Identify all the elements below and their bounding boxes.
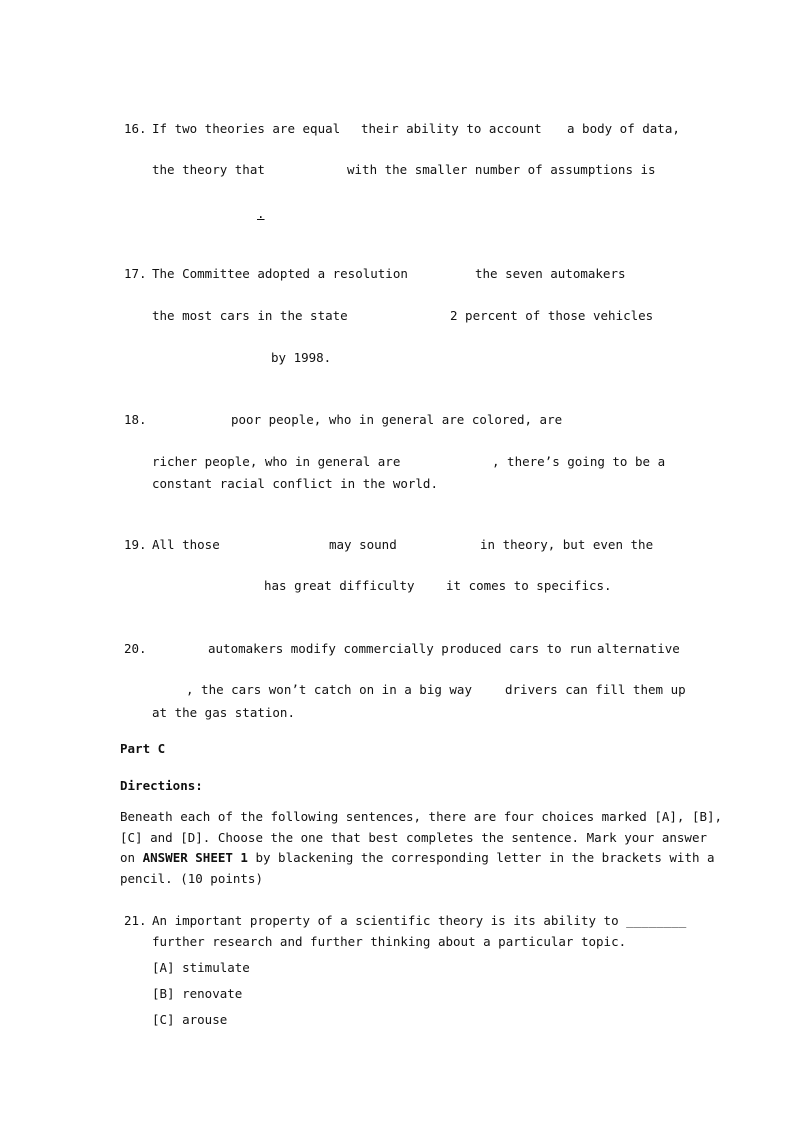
question-20-text: automakers modify commercially produced cars to run (208, 641, 592, 656)
question-16-text: If two theories are equal (152, 121, 341, 136)
question-16-blank: . (257, 206, 265, 221)
part-c-heading: Part C (120, 741, 166, 756)
question-16-text: their ability to account (361, 121, 542, 136)
question-16-text: a body of data, (567, 121, 680, 136)
question-17-text: by 1998. (271, 350, 332, 365)
question-18-text: richer people, who in general are (152, 454, 401, 469)
question-21-text: An important property of a scientific theory is its ability to ________ (152, 913, 687, 928)
question-18-text: poor people, who in general are colored, are (231, 412, 563, 427)
question-18-text: constant racial conflict in the world. (152, 476, 438, 491)
question-18-text: , there’s going to be a (492, 454, 666, 469)
option-a: [A] stimulate (152, 960, 250, 975)
directions-text (120, 850, 715, 866)
question-19-text: in theory, but even the (480, 537, 654, 552)
question-16-number: 16. (124, 121, 147, 136)
question-19-number: 19. (124, 537, 147, 552)
option-c: [C] arouse (152, 1012, 228, 1027)
question-18-number: 18. (124, 412, 147, 427)
question-17-text: The Committee adopted a resolution (152, 266, 408, 281)
question-21-number: 21. (124, 913, 147, 928)
question-19-text: All those (152, 537, 220, 552)
question-21-text: further research and further thinking about a particular topic. (152, 934, 627, 949)
question-16-text: with the smaller number of assumptions is (347, 162, 656, 177)
question-20-text: drivers can fill them up (505, 682, 686, 697)
directions-text: pencil. (10 points) (120, 871, 263, 886)
answer-sheet-label: ANSWER SHEET 1 (142, 850, 248, 865)
option-b: [B] renovate (152, 986, 243, 1001)
question-20-text: , the cars won’t catch on in a big way (186, 682, 472, 697)
question-20-number: 20. (124, 641, 147, 656)
question-19-text: it comes to specifics. (446, 578, 612, 593)
directions-text: Beneath each of the following sentences, there are four choices marked [A], [B], (120, 809, 723, 824)
directions-text: by blackening the corresponding letter in the brackets with a (255, 850, 715, 865)
question-17-number: 17. (124, 266, 147, 281)
question-19-text: may sound (329, 537, 397, 552)
directions-text: on (120, 850, 136, 865)
directions-label: Directions: (120, 778, 203, 793)
question-20-text: at the gas station. (152, 705, 295, 720)
question-17-text: the seven automakers (475, 266, 626, 281)
directions-text: [C] and [D]. Choose the one that best completes the sentence. Mark your answer (120, 830, 707, 845)
question-19-text: has great difficulty (264, 578, 415, 593)
question-20-text: alternative (597, 641, 680, 656)
question-16-text: the theory that (152, 162, 265, 177)
question-17-text: 2 percent of those vehicles (450, 308, 654, 323)
question-17-text: the most cars in the state (152, 308, 348, 323)
